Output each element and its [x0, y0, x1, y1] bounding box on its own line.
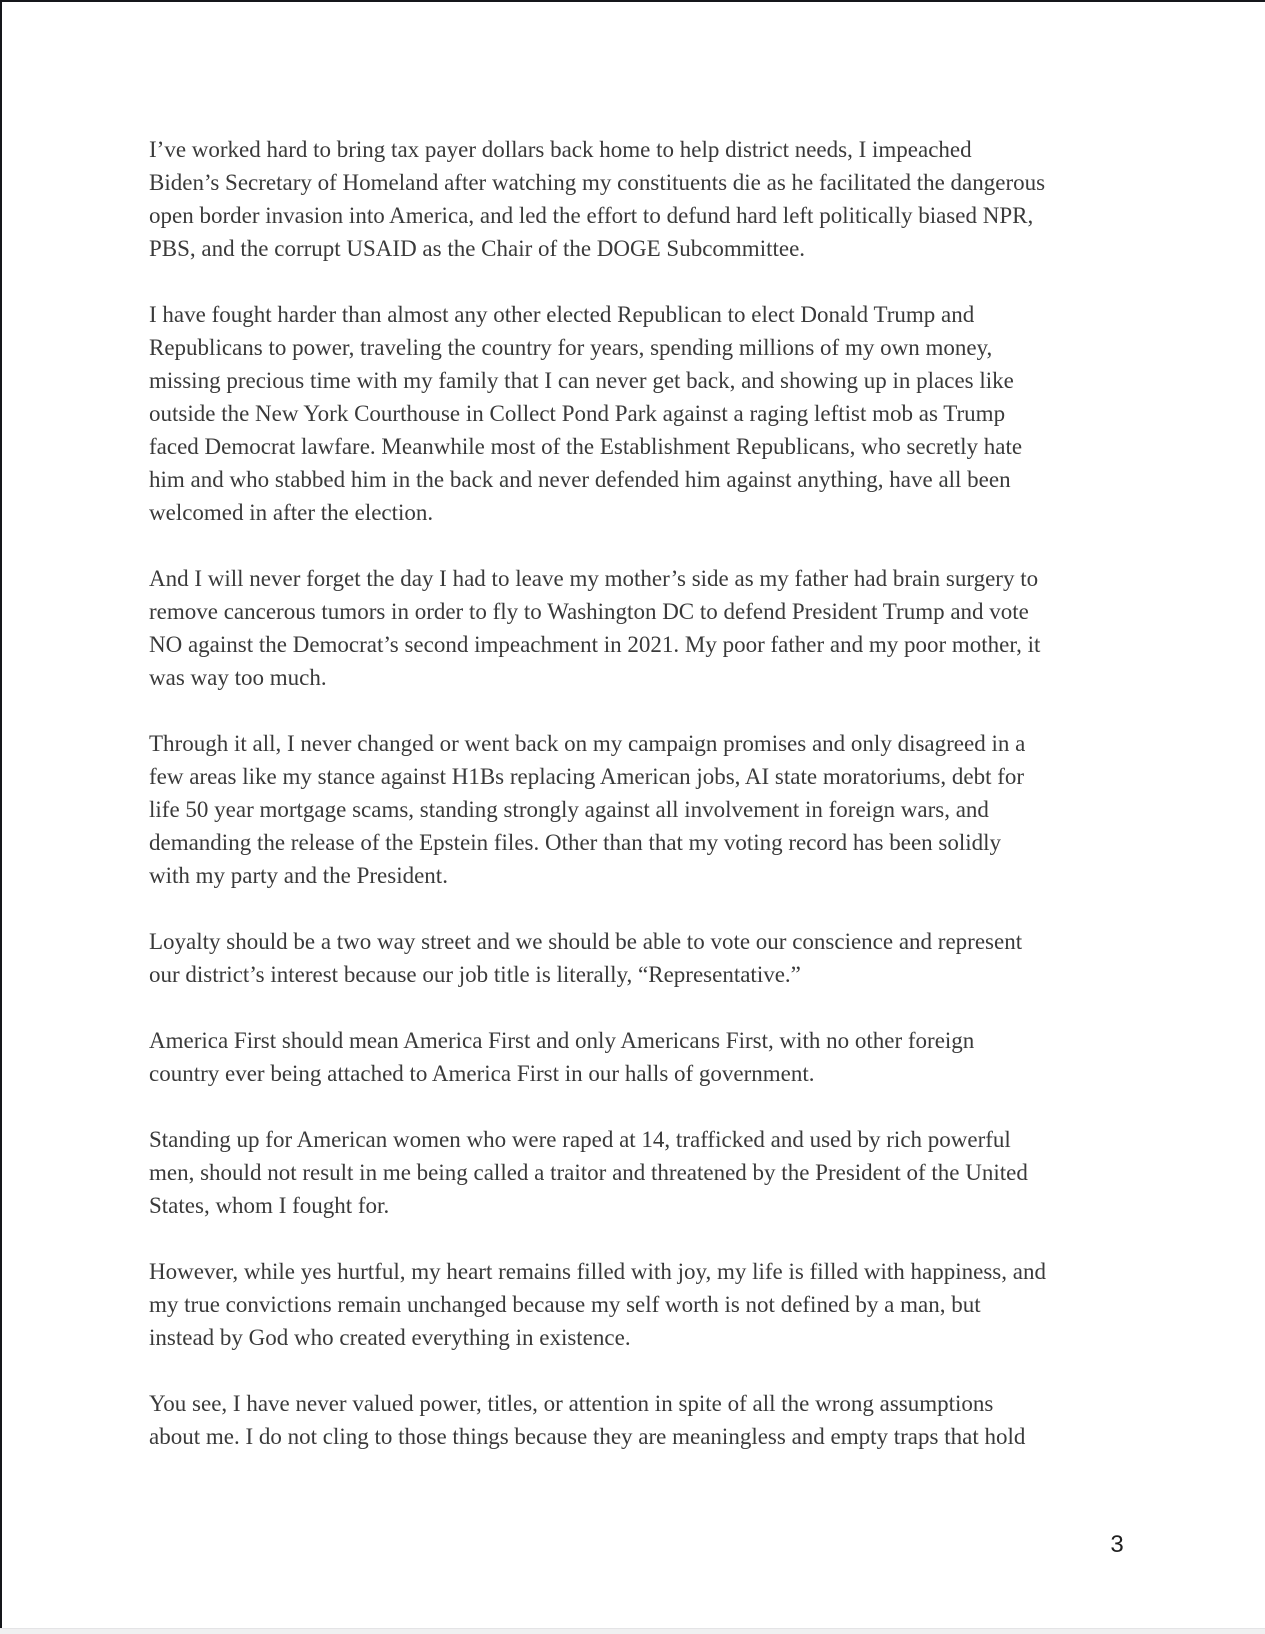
text-line: I have fought harder than almost any other elected Republican to elect Donald Trump and — [149, 302, 975, 327]
text-line: And I will never forget the day I had to leave my mother’s side as my father had brain surgery to — [149, 566, 1039, 591]
text-line: PBS, and the corrupt USAID as the Chair of the DOGE Subcommittee. — [149, 236, 806, 261]
text-line: Standing up for American women who were raped at 14, trafficked and used by rich powerful — [149, 1127, 1011, 1152]
text-line: Loyalty should be a two way street and we should be able to vote our conscience and represent — [149, 929, 1023, 954]
paragraph — [149, 133, 1145, 265]
text-line: was way too much. — [149, 665, 327, 690]
text-line: few areas like my stance against H1Bs replacing American jobs, AI state moratoriums, debt for — [149, 764, 1025, 789]
text-line: I’ve worked hard to bring tax payer dollars back home to help district needs, I impeached — [149, 137, 972, 162]
paragraph — [149, 1123, 1145, 1222]
text-line: However, while yes hurtful, my heart remains filled with joy, my life is filled with happiness, and — [149, 1259, 1046, 1284]
text-line: our district’s interest because our job title is literally, “Representative.” — [149, 962, 801, 987]
text-line: welcomed in after the election. — [149, 500, 434, 525]
text-line: Through it all, I never changed or went back on my campaign promises and only disagreed in a — [149, 731, 1026, 756]
page-number: 3 — [1110, 1531, 1124, 1558]
paragraph — [149, 727, 1145, 892]
paragraph — [149, 298, 1145, 529]
text-line: life 50 year mortgage scams, standing strongly against all involvement in foreign wars, and — [149, 797, 989, 822]
text-line: demanding the release of the Epstein files. Other than that my voting record has been solidly — [149, 830, 1002, 855]
paragraph — [149, 1387, 1145, 1453]
text-line: You see, I have never valued power, titles, or attention in spite of all the wrong assumptions — [149, 1391, 994, 1416]
paragraph — [149, 925, 1145, 991]
text-line: America First should mean America First and only Americans First, with no other foreign — [149, 1028, 975, 1053]
paragraph — [149, 1024, 1145, 1090]
text-line: outside the New York Courthouse in Collect Pond Park against a raging leftist mob as Trump — [149, 401, 1006, 426]
text-line: Biden’s Secretary of Homeland after watching my constituents die as he facilitated the dangerous — [149, 170, 1046, 195]
text-line: instead by God who created everything in existence. — [149, 1325, 631, 1350]
text-line: about me. I do not cling to those things because they are meaningless and empty traps that hold — [149, 1424, 1026, 1449]
paragraph — [149, 562, 1145, 694]
text-line: him and who stabbed him in the back and never defended him against anything, have all been — [149, 467, 1011, 492]
document-body — [149, 133, 1145, 1453]
text-line: Republicans to power, traveling the country for years, spending millions of my own money, — [149, 335, 993, 360]
text-line: my true convictions remain unchanged because my self worth is not defined by a man, but — [149, 1292, 981, 1317]
text-line: men, should not result in me being called a traitor and threatened by the President of the United — [149, 1160, 1028, 1185]
bottom-strip — [0, 1628, 1265, 1634]
text-line: NO against the Democrat’s second impeachment in 2021. My poor father and my poor mother, it — [149, 632, 1041, 657]
window-top-border — [0, 0, 1265, 2]
text-line: remove cancerous tumors in order to fly to Washington DC to defend President Trump and vote — [149, 599, 1029, 624]
text-line: missing precious time with my family that I can never get back, and showing up in places like — [149, 368, 1014, 393]
text-line: country ever being attached to America First in our halls of government. — [149, 1061, 815, 1086]
text-line: States, whom I fought for. — [149, 1193, 390, 1218]
paragraph — [149, 1255, 1145, 1354]
text-line: with my party and the President. — [149, 863, 448, 888]
window-left-border — [0, 0, 2, 1634]
text-line: open border invasion into America, and led the effort to defund hard left politically biased NPR, — [149, 203, 1034, 228]
text-line: faced Democrat lawfare. Meanwhile most of the Establishment Republicans, who secretly hate — [149, 434, 1023, 459]
